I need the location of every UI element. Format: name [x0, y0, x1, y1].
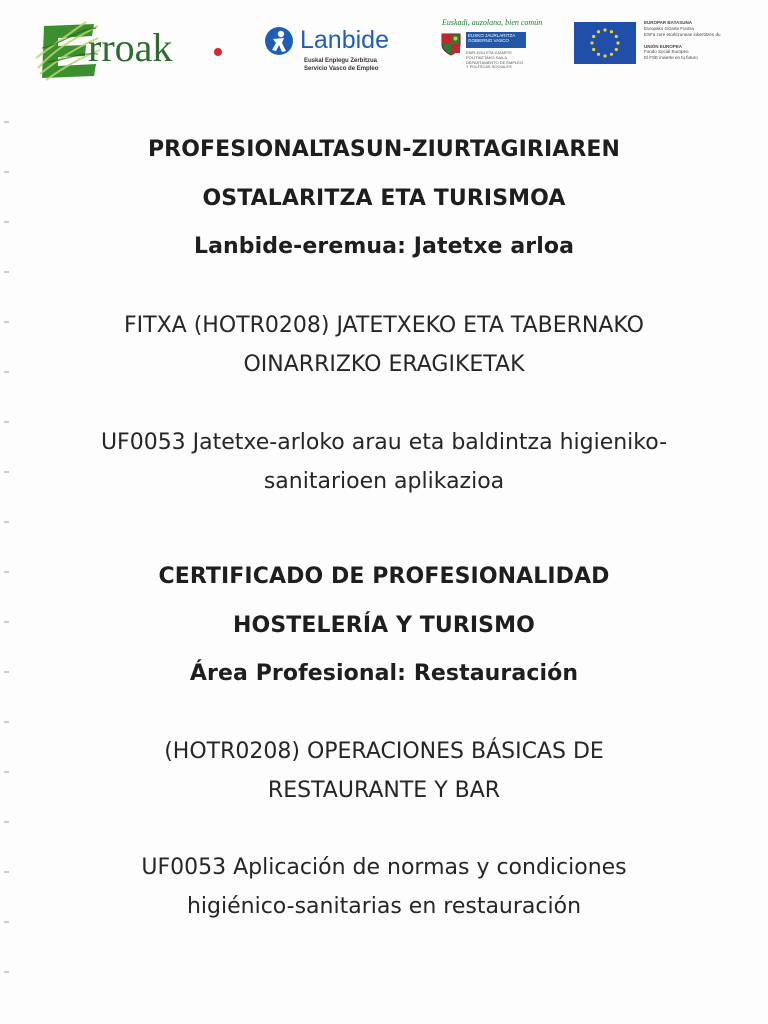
- gov-dept-line-2: POLITIKETAKO SAILA: [466, 54, 508, 60]
- eu-logo: [574, 18, 744, 82]
- lanbide-logo: [264, 22, 404, 78]
- lanbide-subtitle-es: Servicio Vasco de Empleo: [304, 65, 379, 72]
- basque-unit-line-1: UF0053 Jatetxe-arloko arau eta baldintza higieniko-: [100, 430, 668, 455]
- gov-name-box: [466, 32, 526, 48]
- spanish-sector-title: HOSTELERÍA Y TURISMO: [233, 613, 535, 638]
- spanish-area-title: Área Profesional: Restauración: [189, 661, 579, 686]
- eu-caption-line-5: Fondo Social Europeo: [644, 49, 689, 55]
- eu-caption-line-1: EUROPAR BATASUNA: [644, 20, 692, 25]
- spanish-certificate-title: CERTIFICADO DE PROFESIONALIDAD: [158, 564, 610, 589]
- spanish-operations-line-1: (HOTR0208) OPERACIONES BÁSICAS DE: [164, 739, 604, 764]
- erroak-wordmark: rroak: [88, 25, 173, 70]
- eu-caption-line-2: Europako Gizarte Funtsa: [644, 25, 695, 31]
- gov-dept-line-3: DEPARTAMENTO DE EMPLEO: [466, 59, 524, 65]
- basque-certificate-title: PROFESIONALTASUN-ZIURTAGIRIAREN: [147, 137, 621, 162]
- gov-department: [466, 51, 530, 70]
- basque-fitxa-line-2: OINARRIZKO ERAGIKETAK: [243, 352, 525, 377]
- basque-government-logo: [438, 18, 543, 82]
- header-logos: [0, 0, 768, 100]
- spanish-operations-line-2: RESTAURANTE Y BAR: [267, 778, 501, 803]
- gov-name-es: GOBIERNO VASCO: [468, 38, 509, 44]
- gov-slogan: Euskadi, auzolana, bien común: [442, 18, 543, 27]
- lanbide-subtitle-eu: Euskal Enplegu Zerbitzua: [304, 58, 378, 64]
- lanbide-wordmark: Lanbide: [300, 26, 389, 54]
- basque-sector-title: OSTALARITZA ETA TURISMOA: [202, 186, 566, 211]
- basque-area-title: Lanbide-eremua: Jatetxe arloa: [193, 234, 575, 259]
- eu-caption-line-3: ESFa zure etorkizunean inbertitzen du: [644, 31, 721, 37]
- gov-dept-line-4: Y POLÍTICAS SOCIALES: [466, 64, 512, 70]
- eu-caption-line-4: UNIÓN EUROPEA: [644, 43, 683, 49]
- gov-dept-line-1: ENPLEGU ETA GIZARTE: [466, 50, 512, 55]
- lanbide-subtitle: [304, 58, 378, 73]
- eu-flag-icon: [574, 22, 636, 64]
- basque-coat-of-arms-icon: [440, 32, 462, 56]
- lanbide-person-icon: [264, 26, 294, 56]
- basque-fitxa-line-1: FITXA (HOTR0208) JATETXEKO ETA TABERNAKO: [124, 313, 644, 338]
- erroak-red-dot: [214, 48, 222, 56]
- basque-unit-line-2: sanitarioen aplikazioa: [263, 469, 505, 494]
- gov-name-eu: EUSKO JAURLARITZA: [468, 33, 516, 38]
- spanish-unit-line-2: higiénico-sanitarias en restauración: [186, 894, 582, 919]
- eu-caption: [644, 20, 744, 61]
- spanish-unit-line-1: UF0053 Aplicación de normas y condiciones: [141, 855, 627, 880]
- erroak-logo: [36, 14, 236, 86]
- eu-caption-line-6: El FSE invierte en tu futuro: [644, 55, 698, 61]
